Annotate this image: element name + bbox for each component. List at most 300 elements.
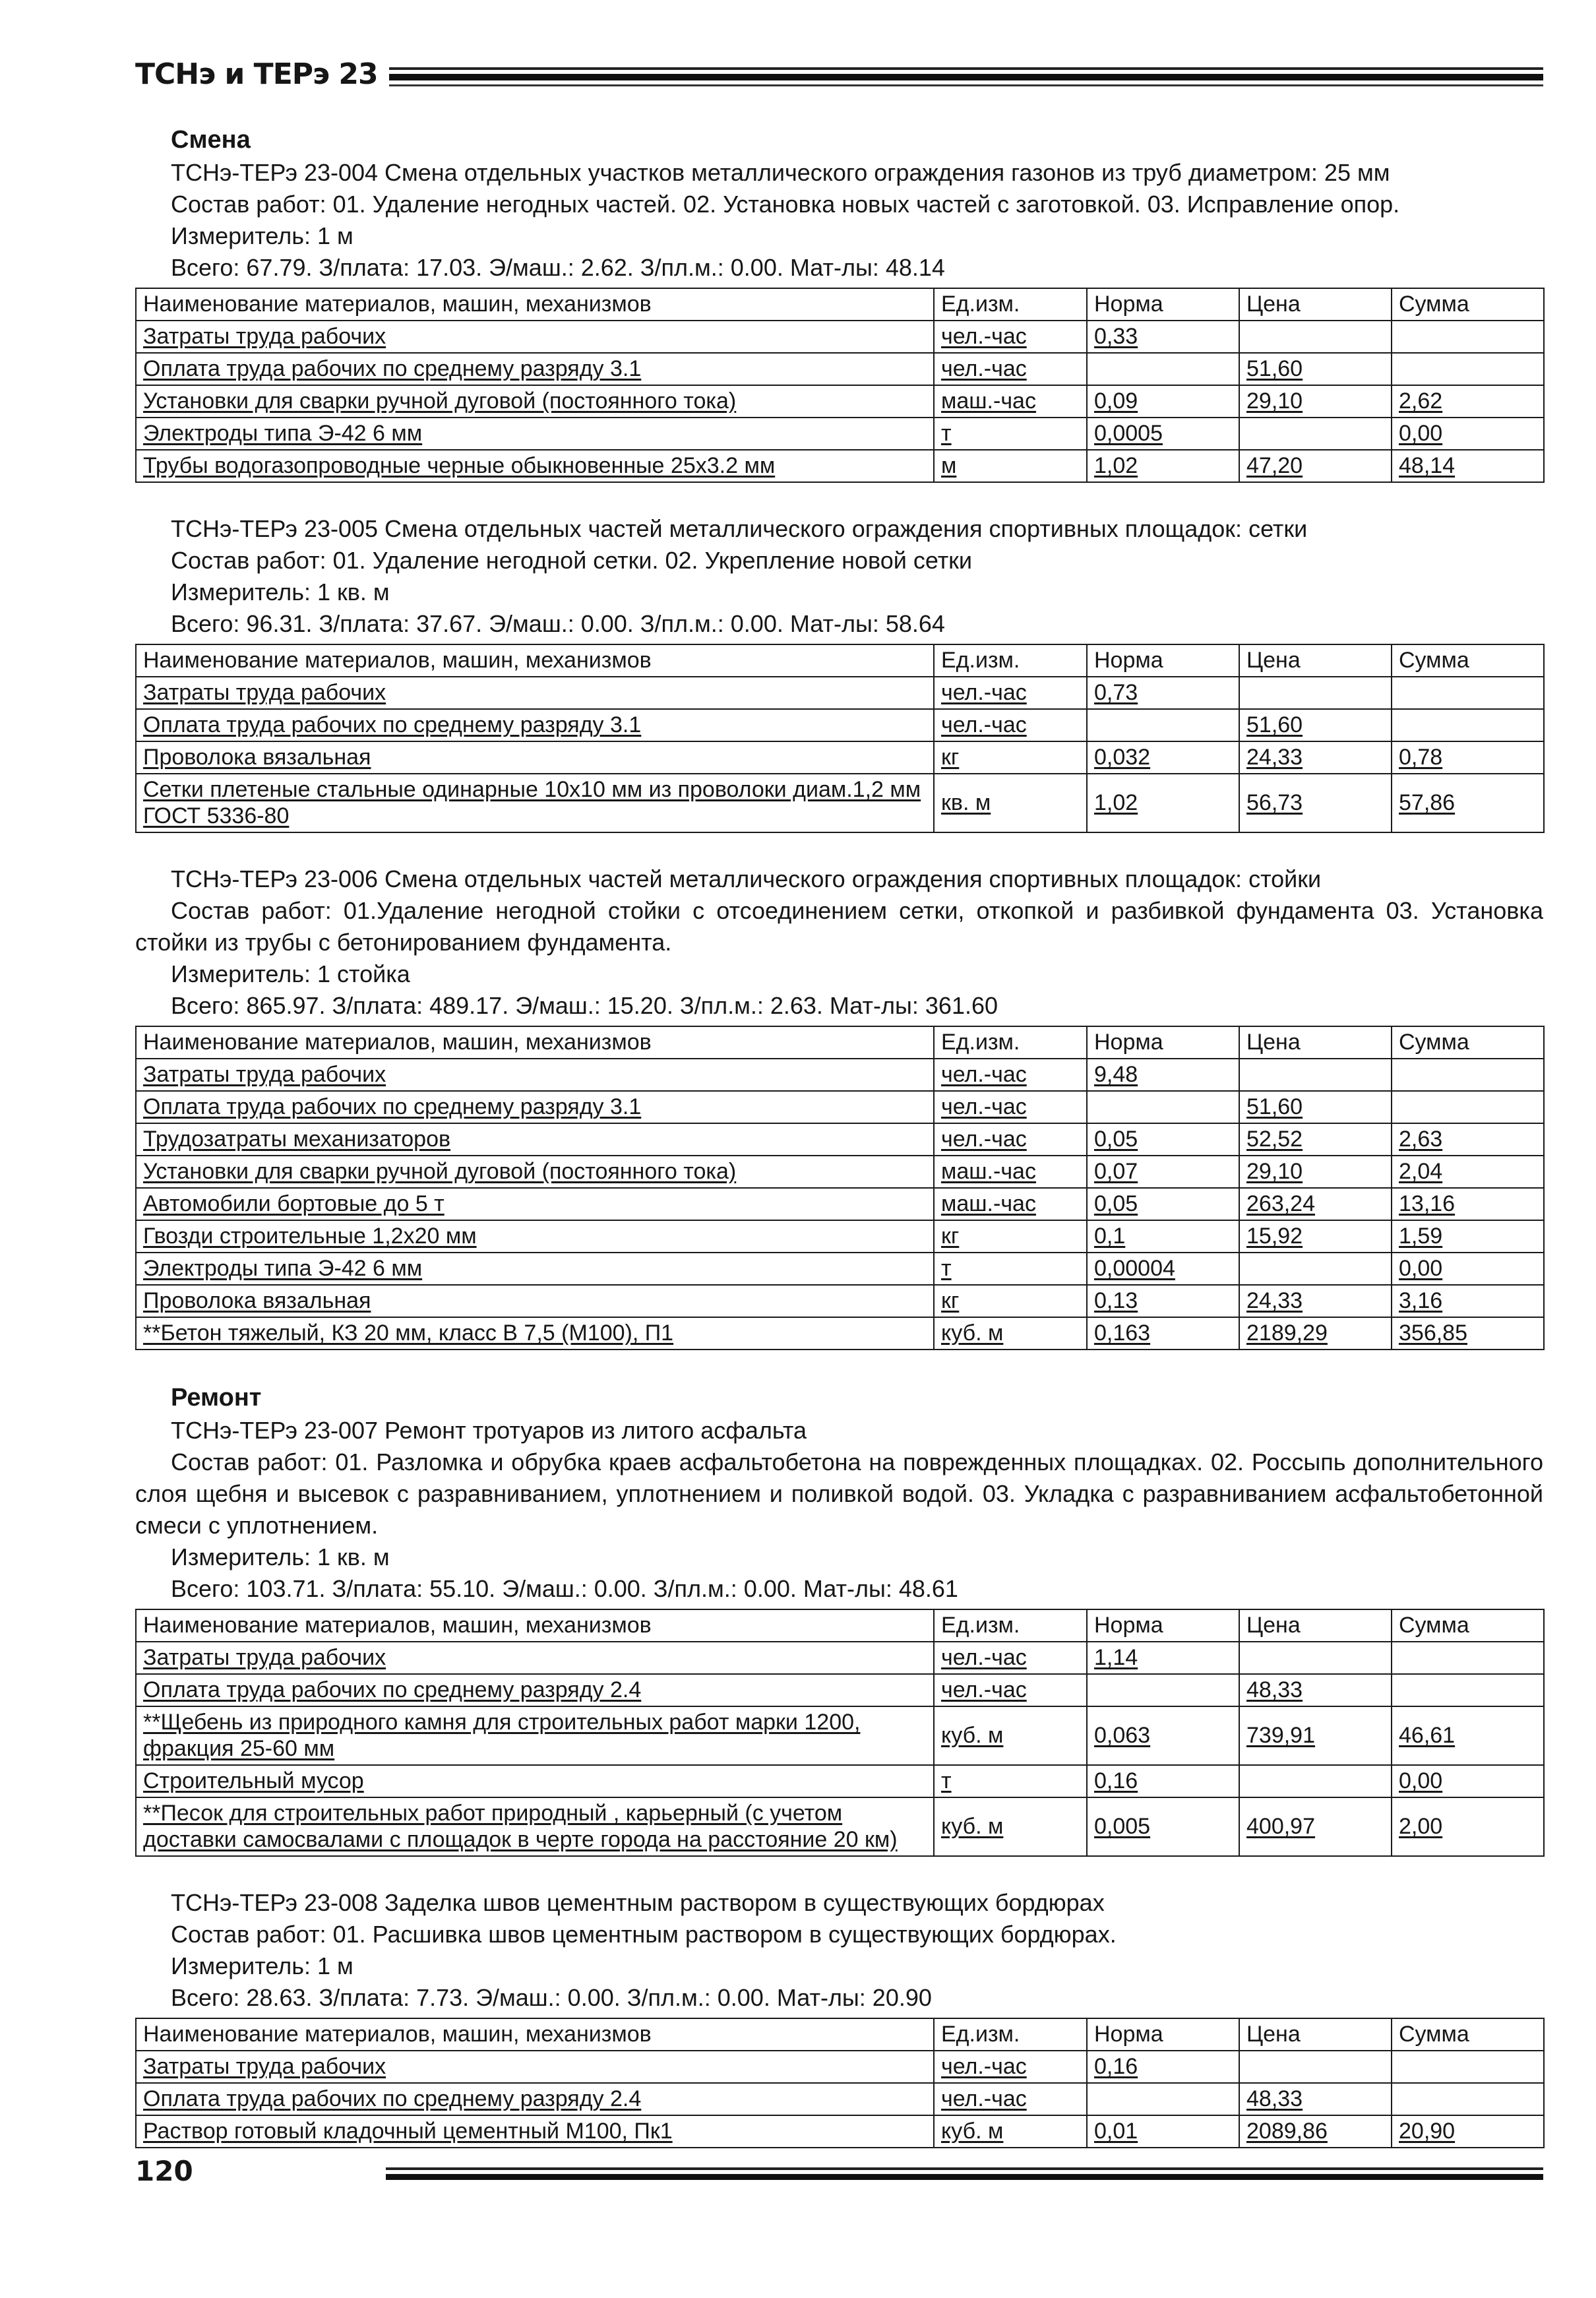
cell-name — [136, 677, 934, 709]
cell-name-text: Строительный мусор — [143, 1768, 364, 1793]
cell-price-text: 56,73 — [1246, 790, 1303, 815]
header-price: Цена — [1239, 644, 1392, 677]
cell-price — [1239, 353, 1392, 385]
cell-norm — [1087, 1706, 1239, 1765]
header-norm: Норма — [1087, 2018, 1239, 2051]
cost-totals: Всего: 865.97. З/плата: 489.17. Э/маш.: 15.20. З/пл.м.: 2.63. Мат-лы: 361.60 — [171, 992, 998, 1019]
cell-name — [136, 1156, 934, 1188]
cell-name — [136, 774, 934, 832]
cell-price-text: 51,60 — [1246, 712, 1303, 737]
cell-norm-text: 1,02 — [1094, 453, 1138, 478]
cell-name — [136, 709, 934, 741]
cell-price-text: 263,24 — [1246, 1191, 1315, 1216]
page-header — [135, 51, 1543, 98]
header-unit: Ед.изм. — [934, 644, 1087, 677]
cell-norm-text: 0,005 — [1094, 1814, 1151, 1839]
cell-norm — [1087, 1188, 1239, 1220]
rate-entry — [135, 863, 1543, 1350]
measure-unit: Измеритель: 1 м — [171, 1952, 353, 1979]
cell-name-text: Оплата труда рабочих по среднему разряду 3.1 — [143, 356, 642, 381]
cell-unit-text: т — [941, 1768, 952, 1793]
cell-norm — [1087, 1674, 1239, 1706]
cell-name — [136, 741, 934, 774]
cell-name-text: Трудозатраты механизаторов — [143, 1127, 451, 1152]
cell-norm — [1087, 418, 1239, 450]
cell-unit-text: маш.-час — [941, 388, 1036, 414]
table-row — [136, 2083, 1544, 2115]
cell-price-text: 24,33 — [1246, 1288, 1303, 1313]
cell-name-text: Проволока вязальная — [143, 745, 371, 770]
cell-unit — [934, 1797, 1087, 1856]
cell-norm-text: 0,13 — [1094, 1288, 1138, 1313]
cell-name — [136, 385, 934, 418]
running-title: ТСНэ и ТЕРэ 23 — [135, 57, 378, 91]
cell-price — [1239, 741, 1392, 774]
cell-sum-text: 13,16 — [1399, 1191, 1456, 1216]
table-row — [136, 1797, 1544, 1856]
cell-norm — [1087, 450, 1239, 482]
cell-norm-text: 0,05 — [1094, 1127, 1138, 1152]
cell-price — [1239, 1674, 1392, 1706]
entry-title: ТСНэ-ТЕРэ 23-006 Смена отдельных частей металлического ограждения спортивных площадок: стойки — [171, 865, 1322, 892]
cell-price-text: 15,92 — [1246, 1224, 1303, 1249]
cell-unit — [934, 1706, 1087, 1765]
cell-name — [136, 353, 934, 385]
header-unit: Ед.изм. — [934, 1609, 1087, 1642]
cell-name-text: Затраты труда рабочих — [143, 1645, 386, 1670]
cell-name-text: **Щебень из природного камня для строительных работ марки 1200, фракция 25-60 мм — [143, 1710, 861, 1761]
rate-entry — [135, 157, 1543, 483]
cell-price — [1239, 321, 1392, 353]
measure-unit: Измеритель: 1 кв. м — [171, 578, 390, 606]
table-row — [136, 1188, 1544, 1220]
cell-name-text: Проволока вязальная — [143, 1288, 371, 1313]
work-composition: Состав работ: 01. Разломка и обрубка краев асфальтобетона на поврежденных площадках. 02. Россыпь дополнительного слоя щебня и высевок с разравниванием, уплотнением и поливкой водой. 03. Укладка с разравниванием асфальтобетонной смеси с уплотнением. — [135, 1448, 1543, 1539]
table-row — [136, 1156, 1544, 1188]
cell-price — [1239, 450, 1392, 482]
cell-sum — [1392, 1765, 1544, 1797]
cell-unit-text: м — [941, 453, 957, 478]
table-row — [136, 1674, 1544, 1706]
work-composition: Состав работ: 01. Расшивка швов цементным раствором в существующих бордюрах. — [171, 1921, 1117, 1948]
cell-name-text: Установки для сварки ручной дуговой (постоянного тока) — [143, 388, 737, 414]
cell-unit-text: т — [941, 421, 952, 446]
cell-norm-text: 0,73 — [1094, 680, 1138, 705]
cell-price — [1239, 1220, 1392, 1253]
cell-price-text: 400,97 — [1246, 1814, 1315, 1839]
table-row — [136, 1706, 1544, 1765]
cell-sum — [1392, 2083, 1544, 2115]
cell-name-text: **Песок для строительных работ природный , карьерный (с учетом доставки самосвалами с площадок в черте города на расстояние 20 км) — [143, 1801, 898, 1852]
header-name: Наименование материалов, машин, механизмов — [136, 1026, 934, 1059]
cell-price-text: 29,10 — [1246, 1159, 1303, 1184]
cell-name — [136, 1253, 934, 1285]
cell-price-text: 29,10 — [1246, 388, 1303, 414]
cell-norm-text: 0,1 — [1094, 1224, 1126, 1249]
cell-price — [1239, 1317, 1392, 1350]
cell-unit-text: кв. м — [941, 790, 991, 815]
cell-price — [1239, 1091, 1392, 1123]
section-heading: Смена — [171, 126, 251, 154]
table-header-row — [136, 288, 1544, 321]
cell-unit — [934, 774, 1087, 832]
header-price: Цена — [1239, 1609, 1392, 1642]
cell-norm-text: 0,0005 — [1094, 421, 1163, 446]
cell-unit-text: чел.-час — [941, 324, 1027, 349]
cell-sum — [1392, 1285, 1544, 1317]
table-row — [136, 321, 1544, 353]
cell-norm — [1087, 774, 1239, 832]
cell-price — [1239, 1123, 1392, 1156]
page-content — [135, 123, 1543, 2179]
cost-totals: Всего: 28.63. З/плата: 7.73. Э/маш.: 0.00. З/пл.м.: 0.00. Мат-лы: 20.90 — [171, 1984, 932, 2011]
cell-unit-text: чел.-час — [941, 1127, 1027, 1152]
cell-name-text: Оплата труда рабочих по среднему разряду 3.1 — [143, 1094, 642, 1119]
cell-price — [1239, 385, 1392, 418]
cell-name-text: Автомобили бортовые до 5 т — [143, 1191, 445, 1216]
cell-name — [136, 1285, 934, 1317]
cell-norm — [1087, 1220, 1239, 1253]
cell-sum — [1392, 1706, 1544, 1765]
cell-price-text: 2189,29 — [1246, 1320, 1328, 1346]
cell-name — [136, 1674, 934, 1706]
header-price: Цена — [1239, 2018, 1392, 2051]
rate-entry — [135, 1887, 1543, 2148]
table-row — [136, 2115, 1544, 2148]
cell-sum-text: 57,86 — [1399, 790, 1456, 815]
footer-rule — [386, 2167, 1543, 2170]
table-row — [136, 2051, 1544, 2083]
cell-price-text: 51,60 — [1246, 356, 1303, 381]
table-row — [136, 418, 1544, 450]
cell-name — [136, 1765, 934, 1797]
cell-sum — [1392, 418, 1544, 450]
cell-unit — [934, 1317, 1087, 1350]
header-norm: Норма — [1087, 288, 1239, 321]
measure-unit: Измеритель: 1 кв. м — [171, 1543, 390, 1570]
cell-unit-text: чел.-час — [941, 1677, 1027, 1702]
cell-price-text: 48,33 — [1246, 2086, 1303, 2111]
cell-price — [1239, 1706, 1392, 1765]
table-header-row — [136, 644, 1544, 677]
cell-name-text: **Бетон тяжелый, КЗ 20 мм, класс В 7,5 (М100), П1 — [143, 1320, 674, 1346]
cell-norm — [1087, 2115, 1239, 2148]
cell-unit — [934, 1091, 1087, 1123]
table-row — [136, 741, 1544, 774]
entry-title: ТСНэ-ТЕРэ 23-007 Ремонт тротуаров из литого асфальта — [171, 1417, 807, 1444]
cell-price — [1239, 1156, 1392, 1188]
cell-name — [136, 2115, 934, 2148]
cell-price — [1239, 1765, 1392, 1797]
cell-norm — [1087, 1285, 1239, 1317]
cell-unit — [934, 1188, 1087, 1220]
cell-name — [136, 2083, 934, 2115]
cell-sum-text: 2,00 — [1399, 1814, 1443, 1839]
cell-name-text: Затраты труда рабочих — [143, 680, 386, 705]
cell-sum — [1392, 1674, 1544, 1706]
cell-norm-text: 1,14 — [1094, 1645, 1138, 1670]
table-row — [136, 1059, 1544, 1091]
cell-unit-text: маш.-час — [941, 1159, 1036, 1184]
cell-unit-text: т — [941, 1256, 952, 1281]
cell-norm — [1087, 1253, 1239, 1285]
cell-sum — [1392, 1188, 1544, 1220]
cell-norm — [1087, 1091, 1239, 1123]
cell-norm-text: 0,07 — [1094, 1159, 1138, 1184]
resources-table — [135, 2018, 1545, 2148]
cell-unit-text: чел.-час — [941, 2086, 1027, 2111]
table-header-row — [136, 2018, 1544, 2051]
cell-unit-text: куб. м — [941, 1814, 1004, 1839]
cell-unit-text: чел.-час — [941, 712, 1027, 737]
cell-sum-text: 48,14 — [1399, 453, 1456, 478]
header-norm: Норма — [1087, 1026, 1239, 1059]
entry-title: ТСНэ-ТЕРэ 23-004 Смена отдельных участков металлического ограждения газонов из труб диаметром: 25 мм — [171, 159, 1390, 186]
cell-sum-text: 2,62 — [1399, 388, 1443, 414]
cell-unit — [934, 321, 1087, 353]
cell-price-text: 739,91 — [1246, 1723, 1315, 1748]
cell-unit — [934, 2115, 1087, 2148]
cell-norm-text: 0,00004 — [1094, 1256, 1175, 1281]
cell-norm — [1087, 1642, 1239, 1674]
cell-unit — [934, 418, 1087, 450]
cell-norm — [1087, 1797, 1239, 1856]
cell-name-text: Электроды типа Э-42 6 мм — [143, 421, 423, 446]
cell-unit — [934, 385, 1087, 418]
cell-norm — [1087, 1059, 1239, 1091]
cell-unit-text: куб. м — [941, 1320, 1004, 1346]
cell-unit — [934, 709, 1087, 741]
cell-unit-text: маш.-час — [941, 1191, 1036, 1216]
cell-unit — [934, 677, 1087, 709]
cell-name-text: Оплата труда рабочих по среднему разряду 3.1 — [143, 712, 642, 737]
cell-name — [136, 1091, 934, 1123]
header-sum: Сумма — [1392, 288, 1544, 321]
cell-unit — [934, 1253, 1087, 1285]
header-name: Наименование материалов, машин, механизмов — [136, 644, 934, 677]
cell-sum — [1392, 321, 1544, 353]
table-row — [136, 1317, 1544, 1350]
cell-unit — [934, 2051, 1087, 2083]
cell-norm-text: 0,063 — [1094, 1723, 1151, 1748]
header-unit: Ед.изм. — [934, 2018, 1087, 2051]
cell-norm — [1087, 741, 1239, 774]
cell-name — [136, 1220, 934, 1253]
cell-sum — [1392, 741, 1544, 774]
cell-price — [1239, 1285, 1392, 1317]
cell-price-text: 52,52 — [1246, 1127, 1303, 1152]
cell-norm-text: 0,05 — [1094, 1191, 1138, 1216]
header-name: Наименование материалов, машин, механизмов — [136, 288, 934, 321]
header-sum: Сумма — [1392, 1026, 1544, 1059]
cell-unit — [934, 1156, 1087, 1188]
cell-price — [1239, 2115, 1392, 2148]
cell-sum — [1392, 1123, 1544, 1156]
cell-name-text: Оплата труда рабочих по среднему разряду 2.4 — [143, 1677, 642, 1702]
cell-price — [1239, 677, 1392, 709]
resources-table — [135, 288, 1545, 483]
work-composition: Состав работ: 01. Удаление негодных частей. 02. Установка новых частей с заготовкой. 03. Исправление опор. — [171, 191, 1400, 218]
cell-sum — [1392, 1091, 1544, 1123]
cell-price-text: 51,60 — [1246, 1094, 1303, 1119]
cell-sum — [1392, 1317, 1544, 1350]
cell-unit — [934, 741, 1087, 774]
cell-name — [136, 450, 934, 482]
cell-norm-text: 9,48 — [1094, 1062, 1138, 1087]
cost-totals: Всего: 103.71. З/плата: 55.10. Э/маш.: 0.00. З/пл.м.: 0.00. Мат-лы: 48.61 — [171, 1575, 958, 1602]
header-price: Цена — [1239, 288, 1392, 321]
cell-norm-text: 0,16 — [1094, 1768, 1138, 1793]
cell-sum — [1392, 450, 1544, 482]
work-composition: Состав работ: 01.Удаление негодной стойки с отсоединением сетки, откопкой и разбивкой фундамента 03. Установка стойки из трубы с бетонированием фундамента. — [135, 897, 1543, 956]
cell-name-text: Трубы водогазопроводные черные обыкновенные 25х3.2 мм — [143, 453, 776, 478]
cell-unit — [934, 1642, 1087, 1674]
table-row — [136, 677, 1544, 709]
cell-sum-text: 2,63 — [1399, 1127, 1443, 1152]
cell-norm — [1087, 321, 1239, 353]
cell-name-text: Сетки плетеные стальные одинарные 10х10 мм из проволоки диам.1,2 мм ГОСТ 5336-80 — [143, 777, 921, 828]
cell-name — [136, 1188, 934, 1220]
table-row — [136, 709, 1544, 741]
cell-name — [136, 1642, 934, 1674]
cell-unit-text: куб. м — [941, 2119, 1004, 2144]
cell-sum — [1392, 2051, 1544, 2083]
cell-unit-text: чел.-час — [941, 680, 1027, 705]
table-header-row — [136, 1026, 1544, 1059]
cell-name-text: Установки для сварки ручной дуговой (постоянного тока) — [143, 1159, 737, 1184]
header-sum: Сумма — [1392, 2018, 1544, 2051]
cell-price — [1239, 1188, 1392, 1220]
cell-name — [136, 1059, 934, 1091]
cell-unit-text: чел.-час — [941, 2054, 1027, 2079]
table-row — [136, 1642, 1544, 1674]
cell-sum-text: 46,61 — [1399, 1723, 1456, 1748]
cell-unit-text: чел.-час — [941, 1645, 1027, 1670]
cell-unit-text: кг — [941, 745, 960, 770]
cell-price — [1239, 1059, 1392, 1091]
cell-norm — [1087, 1765, 1239, 1797]
cell-name-text: Затраты труда рабочих — [143, 324, 386, 349]
cell-norm-text: 0,33 — [1094, 324, 1138, 349]
cell-unit-text: кг — [941, 1224, 960, 1249]
header-sum: Сумма — [1392, 644, 1544, 677]
table-row — [136, 1123, 1544, 1156]
header-norm: Норма — [1087, 644, 1239, 677]
cell-unit — [934, 1123, 1087, 1156]
resources-table — [135, 644, 1545, 833]
cell-price-text: 47,20 — [1246, 453, 1303, 478]
cell-sum — [1392, 1220, 1544, 1253]
cell-sum — [1392, 1253, 1544, 1285]
cell-name — [136, 1123, 934, 1156]
cell-norm — [1087, 2083, 1239, 2115]
rate-entry — [135, 513, 1543, 833]
cell-norm — [1087, 353, 1239, 385]
cell-sum — [1392, 1059, 1544, 1091]
cell-name-text: Затраты труда рабочих — [143, 2054, 386, 2079]
cell-price — [1239, 2051, 1392, 2083]
cell-price — [1239, 709, 1392, 741]
work-composition: Состав работ: 01. Удаление негодной сетки. 02. Укрепление новой сетки — [171, 547, 973, 574]
cell-unit — [934, 353, 1087, 385]
header-unit: Ед.изм. — [934, 1026, 1087, 1059]
header-rule — [389, 67, 1543, 70]
cell-sum-text: 2,04 — [1399, 1159, 1443, 1184]
cell-name — [136, 2051, 934, 2083]
cell-norm-text: 0,032 — [1094, 745, 1151, 770]
cell-unit-text: куб. м — [941, 1723, 1004, 1748]
cell-norm-text: 0,163 — [1094, 1320, 1151, 1346]
cost-totals: Всего: 67.79. З/плата: 17.03. Э/маш.: 2.62. З/пл.м.: 0.00. Мат-лы: 48.14 — [171, 254, 945, 281]
measure-unit: Измеритель: 1 стойка — [171, 960, 410, 987]
cell-sum-text: 0,00 — [1399, 1768, 1443, 1793]
cell-sum-text: 0,00 — [1399, 421, 1443, 446]
cell-unit — [934, 1285, 1087, 1317]
header-unit: Ед.изм. — [934, 288, 1087, 321]
header-name: Наименование материалов, машин, механизмов — [136, 1609, 934, 1642]
table-row — [136, 1253, 1544, 1285]
table-row — [136, 774, 1544, 832]
cell-unit-text: чел.-час — [941, 1094, 1027, 1119]
page-number: 120 — [135, 2155, 193, 2187]
header-sum: Сумма — [1392, 1609, 1544, 1642]
table-row — [136, 1091, 1544, 1123]
cell-sum-text: 0,78 — [1399, 745, 1443, 770]
cost-totals: Всего: 96.31. З/плата: 37.67. Э/маш.: 0.00. З/пл.м.: 0.00. Мат-лы: 58.64 — [171, 610, 945, 637]
cell-price — [1239, 418, 1392, 450]
cell-unit — [934, 1765, 1087, 1797]
cell-norm — [1087, 1156, 1239, 1188]
cell-norm-text: 1,02 — [1094, 790, 1138, 815]
cell-name-text: Гвозди строительные 1,2х20 мм — [143, 1224, 477, 1249]
cell-norm-text: 0,16 — [1094, 2054, 1138, 2079]
cell-price-text: 48,33 — [1246, 1677, 1303, 1702]
cell-norm — [1087, 2051, 1239, 2083]
cell-sum — [1392, 385, 1544, 418]
cell-unit — [934, 1220, 1087, 1253]
cell-price-text: 24,33 — [1246, 745, 1303, 770]
measure-unit: Измеритель: 1 м — [171, 222, 353, 249]
cell-name — [136, 1706, 934, 1765]
cell-name-text: Раствор готовый кладочный цементный М100, Пк1 — [143, 2119, 673, 2144]
cell-sum-text: 3,16 — [1399, 1288, 1443, 1313]
cell-name-text: Затраты труда рабочих — [143, 1062, 386, 1087]
cell-unit — [934, 1059, 1087, 1091]
cell-unit-text: чел.-час — [941, 1062, 1027, 1087]
table-row — [136, 450, 1544, 482]
table-header-row — [136, 1609, 1544, 1642]
header-rule — [389, 84, 1543, 86]
resources-table — [135, 1609, 1545, 1857]
cell-norm — [1087, 677, 1239, 709]
cell-price-text: 2089,86 — [1246, 2119, 1328, 2144]
cell-unit — [934, 2083, 1087, 2115]
cell-sum-text: 20,90 — [1399, 2119, 1456, 2144]
header-rule — [389, 74, 1543, 80]
cell-sum — [1392, 1797, 1544, 1856]
rate-entry — [135, 1415, 1543, 1857]
table-row — [136, 1220, 1544, 1253]
cell-sum-text: 356,85 — [1399, 1320, 1467, 1346]
cell-price — [1239, 1797, 1392, 1856]
cell-unit-text: чел.-час — [941, 356, 1027, 381]
footer-rule — [386, 2174, 1543, 2180]
cell-norm-text: 0,01 — [1094, 2119, 1138, 2144]
cell-name — [136, 418, 934, 450]
table-row — [136, 1285, 1544, 1317]
cell-sum — [1392, 774, 1544, 832]
table-row — [136, 353, 1544, 385]
